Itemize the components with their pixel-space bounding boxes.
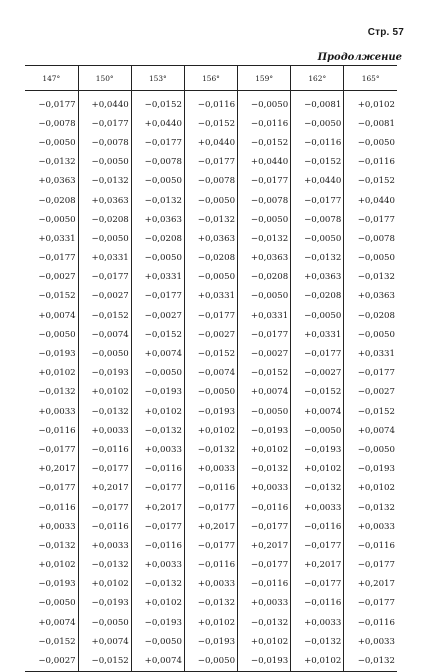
table-cell: −0,0152 bbox=[291, 153, 344, 172]
table-cell: −0,0177 bbox=[78, 268, 131, 287]
table-cell: −0,0116 bbox=[291, 133, 344, 152]
table-cell: −0,0116 bbox=[131, 460, 184, 479]
table-cell: −0,0177 bbox=[184, 498, 237, 517]
table-cell: −0,0132 bbox=[184, 210, 237, 229]
table-cell: +0,0033 bbox=[344, 517, 397, 536]
table-cell: −0,0074 bbox=[184, 364, 237, 383]
table-cell: +0,0074 bbox=[25, 613, 78, 632]
table-cell: +0,0033 bbox=[238, 479, 291, 498]
table-cell: −0,0050 bbox=[344, 133, 397, 152]
table-cell: −0,0116 bbox=[184, 556, 237, 575]
table-cell: −0,0027 bbox=[25, 651, 78, 671]
table-cell: −0,0152 bbox=[78, 306, 131, 325]
table-cell: −0,0050 bbox=[131, 364, 184, 383]
table-row bbox=[25, 594, 397, 613]
table-cell: −0,0193 bbox=[78, 364, 131, 383]
table-cell: −0,0208 bbox=[78, 210, 131, 229]
table-row bbox=[25, 210, 397, 229]
table-cell: −0,0050 bbox=[78, 613, 131, 632]
table-cell: +0,0440 bbox=[131, 114, 184, 133]
table-cell: −0,0027 bbox=[25, 268, 78, 287]
table-cell: −0,0081 bbox=[344, 114, 397, 133]
table-cell: +0,2017 bbox=[131, 498, 184, 517]
table-cell: −0,0132 bbox=[131, 191, 184, 210]
table-row bbox=[25, 421, 397, 440]
table-cell: −0,0116 bbox=[25, 421, 78, 440]
table-cell: −0,0208 bbox=[344, 306, 397, 325]
table-cell: +0,0033 bbox=[291, 613, 344, 632]
table-row bbox=[25, 402, 397, 421]
table-cell: −0,0078 bbox=[131, 153, 184, 172]
table-cell: +0,0440 bbox=[344, 191, 397, 210]
table-cell: −0,0116 bbox=[184, 479, 237, 498]
table-row bbox=[25, 249, 397, 268]
table-cell: −0,0152 bbox=[238, 364, 291, 383]
table-cell: −0,0177 bbox=[291, 575, 344, 594]
table-cell: −0,0177 bbox=[25, 479, 78, 498]
table-cell: +0,0363 bbox=[238, 249, 291, 268]
table-cell: +0,0102 bbox=[291, 460, 344, 479]
table-cell: −0,0078 bbox=[184, 172, 237, 191]
table-cell: +0,0331 bbox=[344, 344, 397, 363]
table-cell: −0,0050 bbox=[184, 268, 237, 287]
table-cell: +0,0102 bbox=[238, 440, 291, 459]
table-cell: −0,0152 bbox=[131, 91, 184, 115]
table-cell: −0,0132 bbox=[184, 440, 237, 459]
table-cell: −0,0132 bbox=[78, 556, 131, 575]
table-cell: +0,0033 bbox=[184, 575, 237, 594]
table-cell: +0,0331 bbox=[25, 229, 78, 248]
table-cell: −0,0177 bbox=[238, 325, 291, 344]
table-cell: +0,0033 bbox=[344, 632, 397, 651]
table-cell: +0,0363 bbox=[78, 191, 131, 210]
table-cell: +0,0102 bbox=[291, 651, 344, 671]
table-cell: −0,0132 bbox=[131, 575, 184, 594]
table-cell: −0,0177 bbox=[184, 153, 237, 172]
table-cell: −0,0193 bbox=[184, 402, 237, 421]
table-cell: +0,2017 bbox=[25, 460, 78, 479]
table-cell: −0,0208 bbox=[184, 249, 237, 268]
table-row bbox=[25, 344, 397, 363]
data-table bbox=[25, 65, 397, 672]
table-cell: +0,0074 bbox=[238, 383, 291, 402]
table-cell: −0,0050 bbox=[25, 210, 78, 229]
table-cell: −0,0177 bbox=[344, 556, 397, 575]
table-cell: −0,0152 bbox=[184, 114, 237, 133]
table-cell: −0,0177 bbox=[184, 536, 237, 555]
table-cell: +0,0102 bbox=[78, 383, 131, 402]
table-cell: −0,0193 bbox=[291, 440, 344, 459]
table-cell: +0,2017 bbox=[344, 575, 397, 594]
table-cell: −0,0132 bbox=[25, 383, 78, 402]
table-cell: +0,0331 bbox=[184, 287, 237, 306]
table-cell: −0,0132 bbox=[291, 249, 344, 268]
table-cell: −0,0132 bbox=[25, 153, 78, 172]
table-cell: +0,0102 bbox=[25, 364, 78, 383]
table-cell: −0,0116 bbox=[291, 594, 344, 613]
table-cell: +0,0331 bbox=[131, 268, 184, 287]
table-cell: −0,0193 bbox=[131, 383, 184, 402]
table-cell: +0,0033 bbox=[131, 440, 184, 459]
table-cell: −0,0177 bbox=[131, 479, 184, 498]
table-row bbox=[25, 172, 397, 191]
table-row bbox=[25, 460, 397, 479]
table-cell: −0,0132 bbox=[291, 479, 344, 498]
table-cell: −0,0132 bbox=[291, 632, 344, 651]
table-cell: −0,0132 bbox=[238, 613, 291, 632]
table-cell: +0,0074 bbox=[291, 402, 344, 421]
table-row bbox=[25, 114, 397, 133]
table-cell: −0,0078 bbox=[291, 210, 344, 229]
column-header: 156° bbox=[184, 66, 237, 91]
table-cell: −0,0177 bbox=[25, 91, 78, 115]
header-row bbox=[25, 66, 397, 91]
table-cell: −0,0116 bbox=[344, 536, 397, 555]
table-cell: −0,0116 bbox=[78, 517, 131, 536]
table-cell: −0,0152 bbox=[78, 651, 131, 671]
table-cell: −0,0177 bbox=[78, 498, 131, 517]
table-cell: −0,0177 bbox=[131, 133, 184, 152]
table-cell: +0,0033 bbox=[238, 594, 291, 613]
table-cell: +0,0102 bbox=[78, 575, 131, 594]
table-cell: −0,0078 bbox=[78, 133, 131, 152]
table-row bbox=[25, 556, 397, 575]
table-cell: −0,0177 bbox=[291, 344, 344, 363]
table-cell: −0,0050 bbox=[131, 172, 184, 191]
table-cell: +0,0102 bbox=[25, 556, 78, 575]
table-cell: +0,0102 bbox=[131, 594, 184, 613]
table-cell: −0,0177 bbox=[25, 249, 78, 268]
table-cell: −0,0116 bbox=[184, 91, 237, 115]
table-cell: −0,0177 bbox=[25, 440, 78, 459]
table-cell: +0,0033 bbox=[184, 460, 237, 479]
table-cell: −0,0132 bbox=[344, 651, 397, 671]
table-cell: −0,0027 bbox=[184, 325, 237, 344]
table-row bbox=[25, 325, 397, 344]
table-cell: −0,0050 bbox=[131, 632, 184, 651]
table-cell: +0,0102 bbox=[344, 479, 397, 498]
table-cell: −0,0050 bbox=[291, 229, 344, 248]
table-cell: +0,0074 bbox=[131, 651, 184, 671]
table-cell: −0,0116 bbox=[238, 114, 291, 133]
table-cell: −0,0177 bbox=[344, 364, 397, 383]
table-cell: −0,0208 bbox=[291, 287, 344, 306]
table-cell: −0,0050 bbox=[291, 114, 344, 133]
table-cell: +0,0033 bbox=[78, 421, 131, 440]
table-cell: −0,0132 bbox=[238, 460, 291, 479]
table-cell: −0,0078 bbox=[238, 191, 291, 210]
table-cell: +0,0363 bbox=[344, 287, 397, 306]
table-cell: −0,0132 bbox=[78, 172, 131, 191]
table-cell: −0,0050 bbox=[25, 325, 78, 344]
table-row bbox=[25, 383, 397, 402]
table-row bbox=[25, 133, 397, 152]
table-cell: −0,0050 bbox=[344, 325, 397, 344]
table-cell: −0,0193 bbox=[238, 651, 291, 671]
table-cell: +0,0033 bbox=[131, 556, 184, 575]
table-cell: −0,0116 bbox=[291, 517, 344, 536]
table-row bbox=[25, 306, 397, 325]
table-cell: +0,0033 bbox=[78, 536, 131, 555]
column-header: 165° bbox=[344, 66, 397, 91]
column-header: 150° bbox=[78, 66, 131, 91]
table-row bbox=[25, 517, 397, 536]
table-cell: −0,0050 bbox=[78, 153, 131, 172]
table-cell: +0,0363 bbox=[25, 172, 78, 191]
table-cell: −0,0078 bbox=[25, 114, 78, 133]
table-cell: −0,0193 bbox=[238, 421, 291, 440]
table-cell: −0,0050 bbox=[25, 133, 78, 152]
table-cell: +0,0440 bbox=[78, 91, 131, 115]
table-cell: −0,0050 bbox=[184, 383, 237, 402]
table-row bbox=[25, 229, 397, 248]
table-cell: +0,0102 bbox=[184, 421, 237, 440]
table-cell: +0,0074 bbox=[78, 632, 131, 651]
table-cell: −0,0177 bbox=[344, 210, 397, 229]
table-cell: −0,0177 bbox=[184, 306, 237, 325]
table-cell: −0,0193 bbox=[344, 460, 397, 479]
table-cell: −0,0177 bbox=[131, 287, 184, 306]
table-cell: −0,0152 bbox=[25, 287, 78, 306]
table-cell: −0,0116 bbox=[78, 440, 131, 459]
table-cell: +0,0074 bbox=[25, 306, 78, 325]
table-cell: −0,0132 bbox=[238, 229, 291, 248]
table-cell: −0,0116 bbox=[238, 575, 291, 594]
table-row bbox=[25, 91, 397, 115]
table-cell: −0,0177 bbox=[291, 191, 344, 210]
table-cell: −0,0078 bbox=[344, 229, 397, 248]
table-cell: −0,0152 bbox=[184, 344, 237, 363]
table-cell: +0,0102 bbox=[131, 402, 184, 421]
table-cell: +0,0102 bbox=[184, 613, 237, 632]
table-cell: −0,0177 bbox=[238, 556, 291, 575]
page-number: Стр. 57 bbox=[367, 27, 404, 38]
table-cell: +0,0440 bbox=[184, 133, 237, 152]
table-cell: −0,0132 bbox=[131, 421, 184, 440]
table-cell: −0,0208 bbox=[25, 191, 78, 210]
table-cell: −0,0177 bbox=[291, 536, 344, 555]
table-cell: −0,0193 bbox=[25, 575, 78, 594]
table-cell: −0,0177 bbox=[238, 172, 291, 191]
table-cell: −0,0132 bbox=[344, 498, 397, 517]
table-cell: −0,0152 bbox=[344, 172, 397, 191]
table-cell: +0,0440 bbox=[291, 172, 344, 191]
table-row bbox=[25, 632, 397, 651]
table-cell: −0,0050 bbox=[78, 229, 131, 248]
table-row bbox=[25, 440, 397, 459]
table-cell: −0,0050 bbox=[238, 210, 291, 229]
table-cell: −0,0027 bbox=[238, 344, 291, 363]
table-body bbox=[25, 91, 397, 672]
table-cell: −0,0152 bbox=[344, 402, 397, 421]
table-cell: −0,0177 bbox=[238, 517, 291, 536]
table-cell: −0,0193 bbox=[78, 594, 131, 613]
table-cell: −0,0116 bbox=[238, 498, 291, 517]
table-row bbox=[25, 498, 397, 517]
table-cell: −0,0116 bbox=[25, 498, 78, 517]
table-cell: −0,0152 bbox=[238, 133, 291, 152]
table-cell: −0,0193 bbox=[25, 344, 78, 363]
table-cell: −0,0050 bbox=[238, 91, 291, 115]
table-cell: +0,0074 bbox=[131, 344, 184, 363]
table-cell: −0,0074 bbox=[78, 325, 131, 344]
table-row bbox=[25, 364, 397, 383]
table-cell: +0,0102 bbox=[344, 91, 397, 115]
table-cell: −0,0027 bbox=[78, 287, 131, 306]
table-row bbox=[25, 575, 397, 594]
table-cell: −0,0050 bbox=[238, 287, 291, 306]
table-cell: −0,0193 bbox=[131, 613, 184, 632]
table-cell: −0,0177 bbox=[344, 594, 397, 613]
table-cell: −0,0152 bbox=[291, 383, 344, 402]
table-cell: +0,0440 bbox=[238, 153, 291, 172]
table-cell: −0,0050 bbox=[344, 249, 397, 268]
table-cell: +0,2017 bbox=[238, 536, 291, 555]
table-cell: +0,0363 bbox=[131, 210, 184, 229]
table-cell: +0,0363 bbox=[291, 268, 344, 287]
table-cell: −0,0050 bbox=[291, 421, 344, 440]
table-cell: −0,0050 bbox=[131, 249, 184, 268]
table-cell: −0,0208 bbox=[238, 268, 291, 287]
table-cell: −0,0027 bbox=[291, 364, 344, 383]
column-header: 159° bbox=[238, 66, 291, 91]
table-cell: −0,0132 bbox=[184, 594, 237, 613]
table-cell: −0,0050 bbox=[238, 402, 291, 421]
table-cell: −0,0177 bbox=[78, 114, 131, 133]
table-cell: +0,0033 bbox=[25, 517, 78, 536]
table-cell: +0,0074 bbox=[344, 421, 397, 440]
table-row bbox=[25, 268, 397, 287]
table-cell: −0,0050 bbox=[344, 440, 397, 459]
table-cell: +0,0363 bbox=[184, 229, 237, 248]
table-cell: +0,2017 bbox=[184, 517, 237, 536]
table-cell: −0,0132 bbox=[78, 402, 131, 421]
column-header: 147° bbox=[25, 66, 78, 91]
table-cell: −0,0050 bbox=[184, 191, 237, 210]
table-cell: +0,2017 bbox=[78, 479, 131, 498]
table-cell: −0,0081 bbox=[291, 91, 344, 115]
column-header: 162° bbox=[291, 66, 344, 91]
table-cell: −0,0116 bbox=[344, 153, 397, 172]
table-cell: −0,0177 bbox=[131, 517, 184, 536]
table-cell: −0,0027 bbox=[344, 383, 397, 402]
table-cell: −0,0152 bbox=[25, 632, 78, 651]
table-cell: −0,0208 bbox=[131, 229, 184, 248]
table-cell: +0,0102 bbox=[238, 632, 291, 651]
column-header: 153° bbox=[131, 66, 184, 91]
table-cell: −0,0050 bbox=[291, 306, 344, 325]
table-cell: −0,0050 bbox=[25, 594, 78, 613]
table-row bbox=[25, 287, 397, 306]
table-cell: −0,0193 bbox=[184, 632, 237, 651]
table-cell: +0,0331 bbox=[78, 249, 131, 268]
table-row bbox=[25, 536, 397, 555]
table-cell: −0,0116 bbox=[344, 613, 397, 632]
continuation-label: Продолжение bbox=[317, 52, 402, 63]
table-cell: −0,0050 bbox=[78, 344, 131, 363]
table-row bbox=[25, 479, 397, 498]
table-cell: −0,0050 bbox=[184, 651, 237, 671]
table-cell: +0,0331 bbox=[291, 325, 344, 344]
table-cell: −0,0027 bbox=[131, 306, 184, 325]
table-cell: −0,0132 bbox=[25, 536, 78, 555]
table-cell: +0,2017 bbox=[291, 556, 344, 575]
table-row bbox=[25, 651, 397, 671]
table-cell: −0,0132 bbox=[344, 268, 397, 287]
table-row bbox=[25, 191, 397, 210]
table-cell: +0,0033 bbox=[291, 498, 344, 517]
table-cell: +0,0331 bbox=[238, 306, 291, 325]
table-cell: −0,0177 bbox=[78, 460, 131, 479]
table-row bbox=[25, 613, 397, 632]
table-cell: −0,0116 bbox=[131, 536, 184, 555]
table-cell: +0,0033 bbox=[25, 402, 78, 421]
table-row bbox=[25, 153, 397, 172]
table-cell: −0,0152 bbox=[131, 325, 184, 344]
